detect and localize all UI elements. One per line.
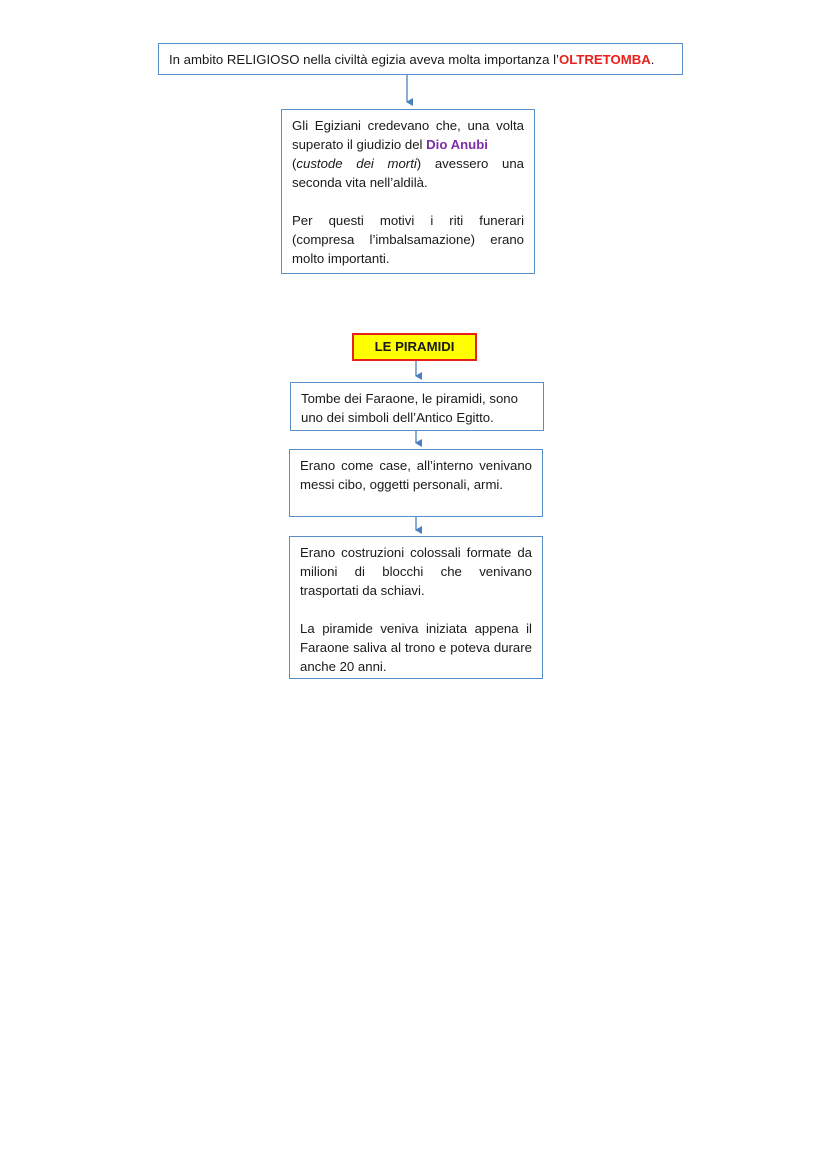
intro-box	[158, 43, 683, 75]
belief-paragraph-1	[292, 116, 524, 192]
pyramids-box-3-paragraph-1: Erano costruzioni colossali formate da milioni di blocchi che venivano trasportati da schiavi.	[300, 545, 532, 598]
pyramids-box-1-text: Tombe dei Faraone, le piramidi, sono uno dei simboli dell’Antico Egitto.	[301, 391, 518, 425]
belief-text-c: ) avessero una seconda vita nell’aldilà.	[292, 156, 524, 190]
intro-text: In ambito RELIGIOSO nella civiltà egizia aveva molta importanza l’	[169, 52, 559, 67]
pyramids-box-2	[289, 449, 543, 517]
pyramids-box-1	[290, 382, 544, 431]
belief-text-a: Gli Egiziani credevano che, una volta superato il giudizio del	[292, 118, 524, 152]
pyramids-title: LE PIRAMIDI	[352, 333, 477, 361]
pyramids-box-3-paragraph-2: La piramide veniva iniziata appena il Faraone saliva al trono e poteva durare anche 20 anni.	[300, 621, 532, 674]
belief-text-b: (	[292, 156, 297, 171]
pyramids-box-3	[289, 536, 543, 679]
anubis-highlight: Dio Anubi	[426, 137, 488, 152]
custode-italic: custode dei morti	[296, 156, 417, 171]
belief-box	[281, 109, 535, 274]
intro-text-end: .	[650, 52, 655, 67]
belief-paragraph-2: Per questi motivi i riti funerari (compresa l’imbalsamazione) erano molto importanti.	[292, 213, 524, 266]
pyramids-box-2-text: Erano come case, all’interno venivano messi cibo, oggetti personali, armi.	[300, 458, 532, 492]
oltretomba-highlight: OLTRETOMBA	[558, 52, 651, 67]
